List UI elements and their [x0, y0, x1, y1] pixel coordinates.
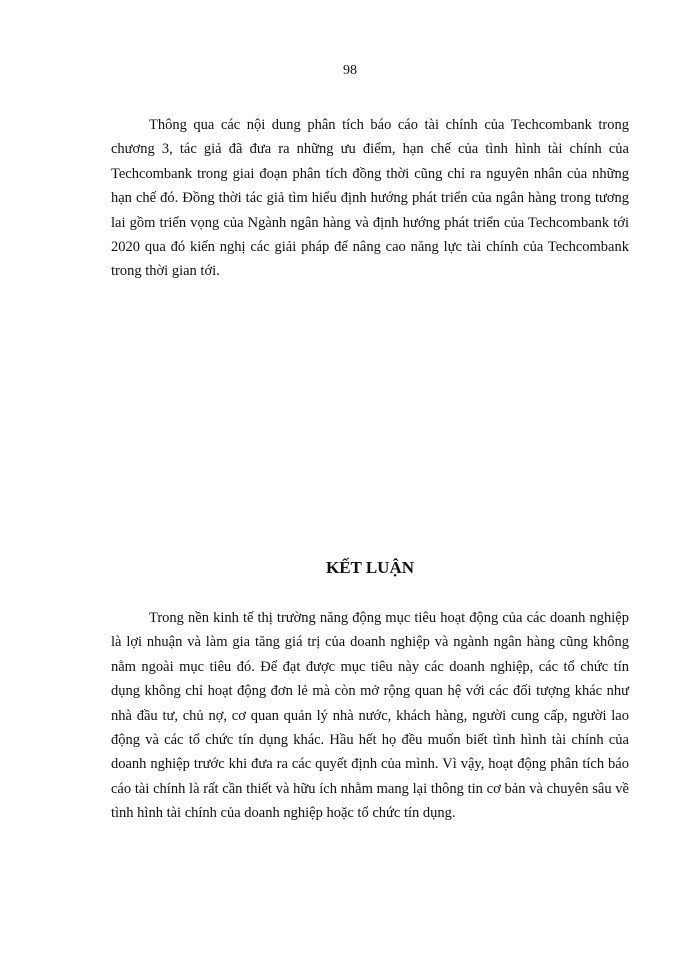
page-number: 98	[343, 63, 357, 78]
conclusion-paragraph: Trong nền kinh tế thị trường năng động mục tiêu hoạt động của các doanh nghiệp là lợi nhuận và làm gia tăng giá trị của doanh nghiệp và ngành ngân hàng cũng không nằm ngoài mục tiêu đó. Để đạt được mục tiêu này các doanh nghiệp, các tổ chức tín dụng không chỉ hoạt động đơn lẻ mà còn mở rộng quan hệ với các đối tượng khác như nhà đầu tư, chủ nợ, cơ quan quản lý nhà nước, khách hàng, người cung cấp, người lao động và các tổ chức tín dụng khác. Hầu hết họ đều muốn biết tình hình tài chính của doanh nghiệp trước khi đưa ra các quyết định của mình. Vì vậy, hoạt động phân tích báo cáo tài chính là rất cần thiết và hữu ích nhằm mang lại thông tin cơ bản và chuyên sâu về tình hình tài chính của doanh nghiệp hoặc tổ chức tín dụng.	[111, 610, 629, 822]
conclusion-heading: KẾT LUẬN	[325, 558, 414, 577]
intro-paragraph: Thông qua các nội dung phân tích báo cáo tài chính của Techcombank trong chương 3, tác giả đã đưa ra những ưu điểm, hạn chế của tình hình tài chính của Techcombank trong giai đoạn phân tích đồng thời cũng chỉ ra nguyên nhân của những hạn chế đó. Đồng thời tác giả tìm hiểu định hướng phát triển của ngân hàng trong tương lai gồm triển vọng của Ngành ngân hàng và định hướng phát triển của Techcombank tới 2020 qua đó kiến nghị các giải pháp để nâng cao năng lực tài chính của Techcombank trong thời gian tới.	[111, 117, 629, 280]
